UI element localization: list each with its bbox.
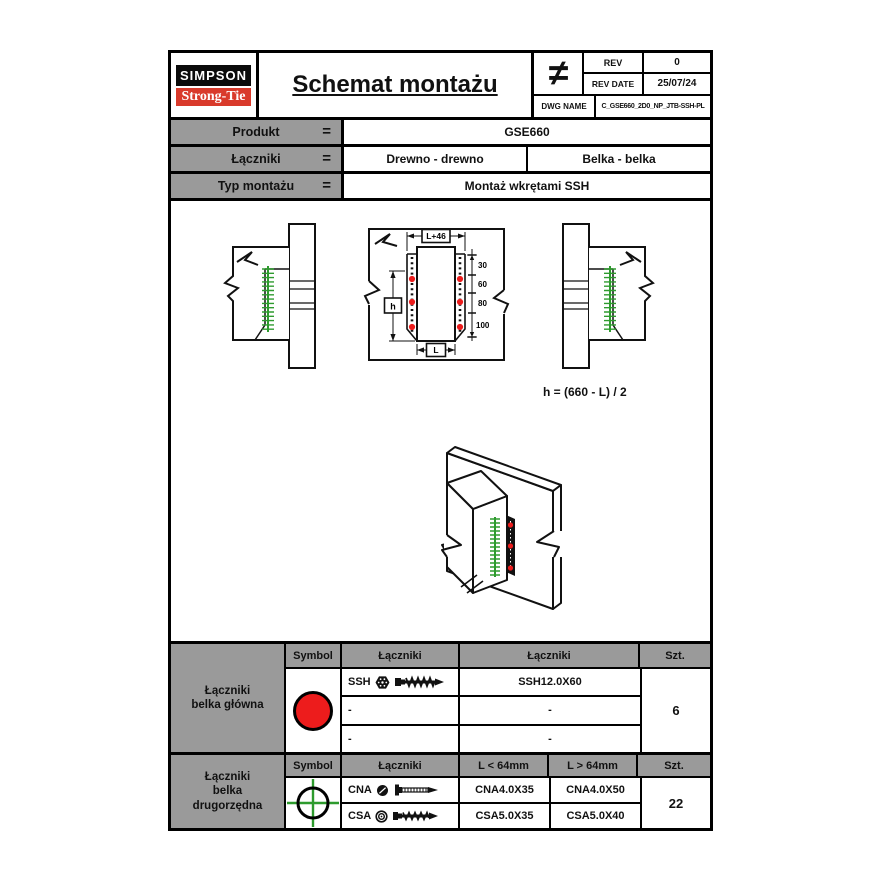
laczniki-value-2: Belka - belka xyxy=(582,152,656,166)
svg-text:L: L xyxy=(433,345,439,355)
left-view-drawing xyxy=(221,221,333,371)
rev-date-label: REV DATE xyxy=(584,74,644,95)
connector-strip xyxy=(506,515,515,576)
isometric-drawing xyxy=(411,441,611,641)
dwg-name-label: DWG NAME xyxy=(534,96,596,117)
symbol-cell xyxy=(286,778,342,828)
dwg-name-value: C_GSE660_2D0_NP_JTB-SSH-PL xyxy=(601,102,705,110)
secondary-beam xyxy=(225,247,289,340)
brand-logo-top: SIMPSON xyxy=(176,65,251,86)
rev-date-value: 25/07/24 xyxy=(644,74,710,95)
cna-nail-icon xyxy=(393,783,441,797)
red-circle-symbol-icon xyxy=(293,691,333,731)
front-view-drawing xyxy=(363,211,515,387)
col-laczniki-1: Łączniki xyxy=(342,644,460,667)
row-produkt xyxy=(171,120,710,147)
fastener-name-cell: CSA xyxy=(342,804,460,828)
row-typ-montazu xyxy=(171,174,710,201)
table-main-beam-fasteners xyxy=(171,644,710,755)
equals-icon: = xyxy=(322,149,331,167)
hex-head-icon xyxy=(375,675,390,690)
typ-montazu-label: Typ montażu xyxy=(217,179,295,193)
svg-text:60: 60 xyxy=(478,280,487,289)
col-laczniki-2: Łączniki xyxy=(460,644,640,667)
brand-logo-bottom: Strong-Tie xyxy=(176,88,251,106)
col-qty: Szt. xyxy=(665,649,685,662)
title-cell xyxy=(259,53,534,117)
csa-head-icon xyxy=(375,810,388,823)
rev-label: REV xyxy=(584,53,644,74)
svg-text:80: 80 xyxy=(478,299,487,308)
symbol-cell xyxy=(286,669,342,752)
drawing-area xyxy=(171,201,710,644)
page-title: Schemat montażu xyxy=(292,71,498,98)
main-beam xyxy=(289,224,315,368)
table-row: - - xyxy=(342,726,640,752)
brand-logo xyxy=(171,53,259,117)
col-symbol: Symbol xyxy=(286,755,342,776)
ssh-screw-icon xyxy=(394,675,446,689)
csa-screw-icon xyxy=(392,809,440,823)
equals-icon: = xyxy=(322,122,331,140)
laczniki-value-1: Drewno - drewno xyxy=(344,147,528,171)
title-block xyxy=(171,53,710,120)
equals-icon: = xyxy=(322,176,331,194)
table-row: - - xyxy=(342,697,640,725)
table-secondary-beam-fasteners xyxy=(171,755,710,828)
qty-value: 22 xyxy=(668,795,684,811)
col-qty: Szt. xyxy=(664,759,684,772)
col-l-small: L < 64mm xyxy=(460,755,549,776)
row-laczniki xyxy=(171,147,710,174)
table-row: CNA CNA4.0X35 CNA4.0X50 xyxy=(342,778,640,804)
svg-text:100: 100 xyxy=(476,321,490,330)
qty-value: 6 xyxy=(672,703,680,718)
main-beam xyxy=(563,224,589,368)
not-equal-icon: ≠ xyxy=(534,53,584,96)
right-view-drawing xyxy=(545,221,657,371)
col-symbol: Symbol xyxy=(286,644,342,667)
cna-head-icon xyxy=(376,784,389,797)
fastener-value-cell: SSH12.0X60 xyxy=(518,676,582,689)
crosshair-symbol-icon xyxy=(286,778,340,828)
col-l-large: L > 64mm xyxy=(549,755,638,776)
fastener-name-cell: SSH xyxy=(342,669,460,695)
secondary-beam xyxy=(589,247,653,340)
rev-value: 0 xyxy=(644,53,710,74)
svg-text:h: h xyxy=(390,301,396,312)
laczniki-label-cell xyxy=(171,147,344,171)
col-laczniki: Łączniki xyxy=(342,755,460,776)
h-formula: h = (660 - L) / 2 xyxy=(543,385,627,399)
table-row: CSA CSA5.0X35 CSA5.0X40 xyxy=(342,804,640,828)
typ-montazu-value: Montaż wkrętami SSH xyxy=(464,179,590,193)
table-secondary-label: Łączniki belka drugorzędna xyxy=(171,755,286,828)
produkt-value: GSE660 xyxy=(504,125,550,139)
table-row xyxy=(342,669,640,697)
table-secondary-header xyxy=(286,755,710,778)
laczniki-label: Łączniki xyxy=(231,152,281,166)
table-main-label: Łączniki belka główna xyxy=(171,644,286,752)
sheet-frame xyxy=(168,50,713,831)
typ-montazu-label-cell xyxy=(171,174,344,198)
revision-table xyxy=(534,53,710,117)
svg-text:L+46: L+46 xyxy=(426,231,446,241)
produkt-label: Produkt xyxy=(232,125,280,139)
fastener-name-cell: CNA xyxy=(342,778,460,802)
table-main-header xyxy=(286,644,710,669)
produkt-label-cell xyxy=(171,120,344,144)
svg-text:30: 30 xyxy=(478,261,487,270)
